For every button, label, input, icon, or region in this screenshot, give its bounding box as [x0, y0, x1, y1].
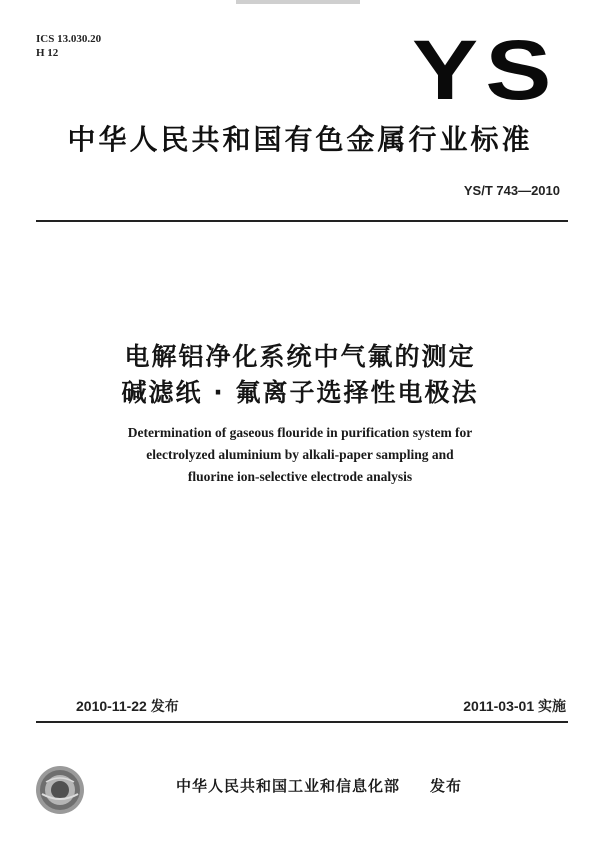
- header-divider: [36, 220, 568, 222]
- ccs-code: H 12: [36, 47, 59, 59]
- publisher-seal-icon: [34, 764, 86, 816]
- issue-date: 2010-11-22 发布: [76, 698, 179, 714]
- footer-divider: [36, 721, 568, 723]
- classification-codes: [36, 32, 101, 60]
- title-en-line2: electrolyzed aluminium by alkali-paper sampling and: [146, 447, 454, 462]
- title-en-line1: Determination of gaseous flouride in purification system for: [127, 425, 473, 440]
- implementation-date: 2011-03-01 实施: [463, 698, 566, 714]
- issuer-verb: 发布: [430, 777, 463, 795]
- title-en-line3: fluorine ion-selective electrode analysis: [187, 469, 413, 484]
- title-cn-line2: 碱滤纸 · 氟离子选择性电极法: [121, 378, 479, 407]
- issuer-name: 中华人民共和国工业和信息化部: [176, 777, 401, 795]
- title-en: [90, 422, 510, 488]
- ys-logo: YS: [412, 23, 559, 117]
- standard-code: YS/T 743—2010: [463, 183, 560, 198]
- issuer-line: [176, 775, 462, 796]
- top-edge-mark: [236, 0, 360, 4]
- ics-code: ICS 13.030.20: [36, 33, 102, 45]
- standard-name: 中华人民共和国有色金属行业标准: [67, 123, 533, 156]
- title-cn-line1: 电解铝净化系统中气氟的测定: [124, 342, 476, 371]
